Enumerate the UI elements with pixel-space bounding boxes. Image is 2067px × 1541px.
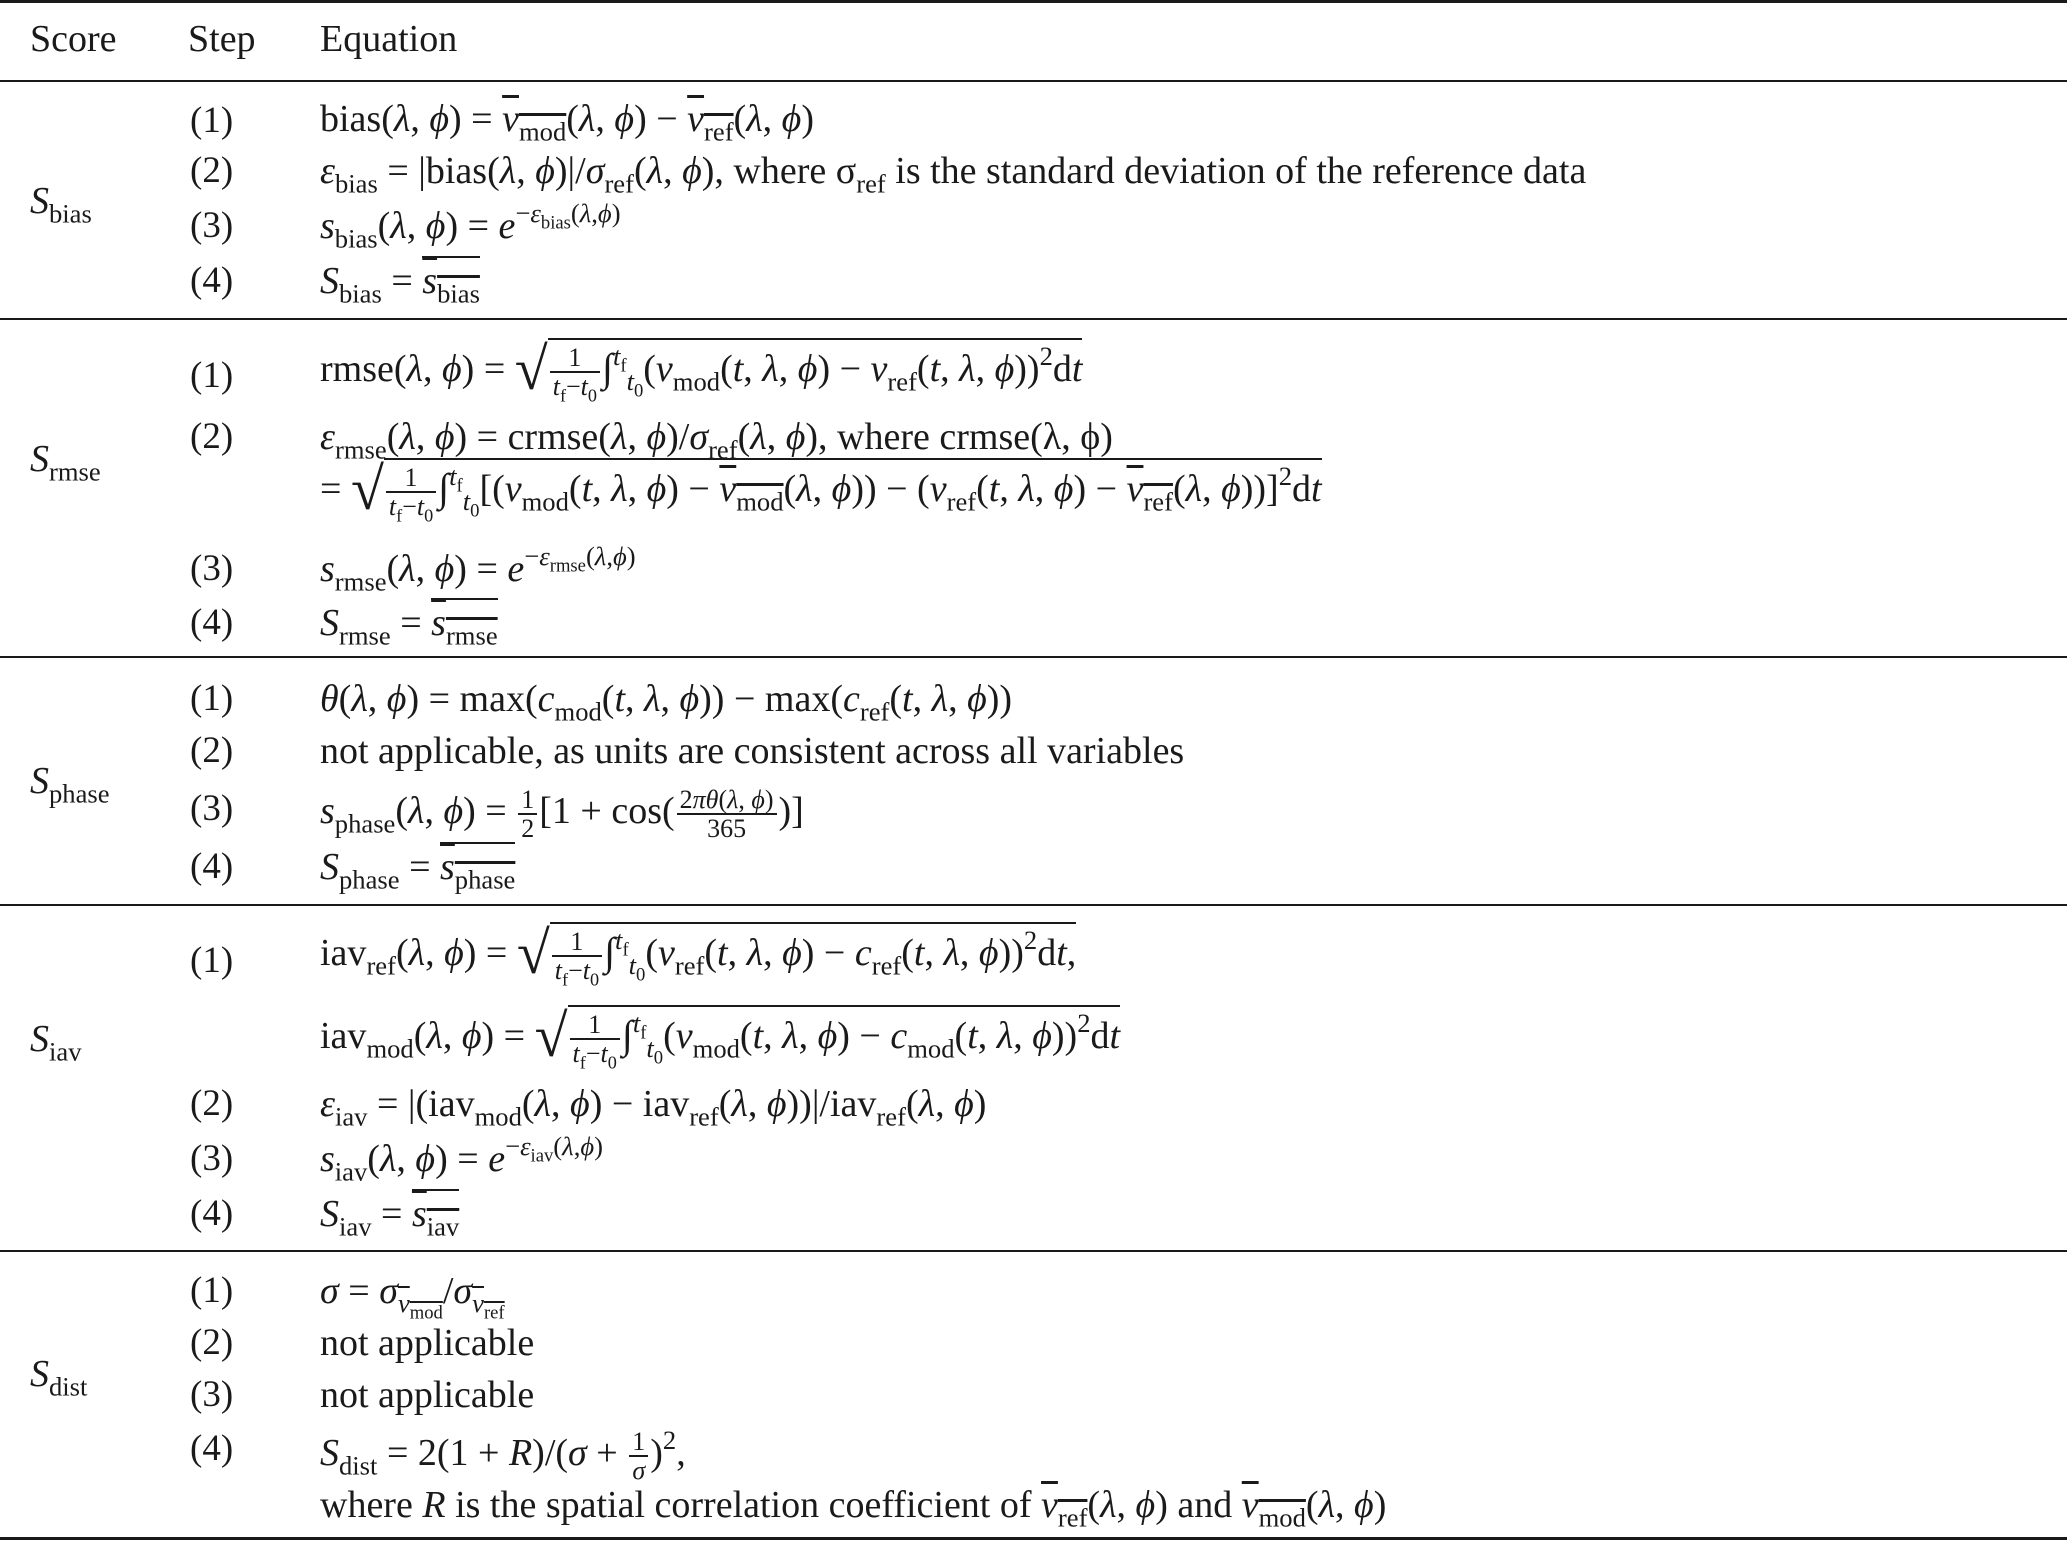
header-equation: Equation — [320, 18, 458, 60]
equation-phase-2: not applicable, as units are consistent across all variables — [320, 730, 1185, 772]
step-number: (3) — [190, 548, 234, 589]
step-number: (2) — [190, 416, 234, 457]
step-number: (3) — [190, 205, 234, 246]
bottom-rule — [0, 1537, 2067, 1540]
top-rule — [0, 0, 2067, 3]
equation-iav-1a: iav$_{ref}$(λ, ϕ) = √ $\frac{1}{t_f-t_0}$ $\int^{t_f}_{t_0}(v_{ref}(t$, λ, $\phi) - c_{ref}(t$, λ, ϕ))$^2$dt, — [320, 920, 1077, 990]
step-number: (1) — [190, 1270, 234, 1311]
equation-dist-2: not applicable — [320, 1322, 535, 1364]
equation-dist-4: $S_{dist} = 2(1 + R)/(\sigma$ + $\frac{1}{\sigma}$ )$^2$, — [320, 1425, 686, 1486]
equation-iav-1b: iav$_{mod}$(λ, ϕ) = √ $\frac{1}{t_f-t_0}$ $\int^{t_f}_{t_0}(v_{mod}(t$, λ, $\phi) - c_{mod}(t$, λ, ϕ))$^2$dt — [320, 1003, 1121, 1073]
score-label-phase: $S_{phase}$ — [30, 760, 110, 809]
equation-rmse-2: $\varepsilon_{rmse}(\lambda$, ϕ) = crmse(λ, $\phi)/\sigma_{ref}(\lambda$, ϕ), where crmse(λ, ϕ) — [320, 416, 1113, 465]
step-number: (1) — [190, 355, 234, 396]
step-number: (1) — [190, 940, 234, 981]
equation-bias-2: $\varepsilon_{bias}$ = |bias(λ, $\phi)|/\sigma_{ref}(\lambda$, ϕ), where $\sigma_{ref}$ is the standard deviation of the reference data — [320, 150, 1587, 199]
equation-rmse-2-cont: = √ $\frac{1}{t_f-t_0}$ $\int^{t_f}_{t_0}[(v_{mod}(t$, λ, $\phi) - v_{mod}(\lambda$, $\phi)) - (v_{ref}(t$, λ, $\phi) - v_{ref}(\lambda$, ϕ))]$^2$dt — [320, 456, 1322, 526]
equation-bias-4: $S_{bias} = s_{bias}$ — [320, 262, 480, 300]
equation-phase-1: θ(λ, $\phi) = \max(c_{mod}(t$, λ, $\phi)) - \max(c_{ref}(t$, λ, ϕ)) — [320, 678, 1013, 727]
step-number: (2) — [190, 1083, 234, 1124]
step-number: (2) — [190, 1322, 234, 1363]
score-label-bias: $S_{bias}$ — [30, 180, 92, 229]
step-number: (3) — [190, 788, 234, 829]
step-number: (4) — [190, 846, 234, 887]
row-divider — [0, 904, 2067, 906]
header-score: Score — [30, 18, 117, 60]
equation-rmse-4: $S_{rmse} = s_{rmse}$ — [320, 604, 498, 642]
step-number: (4) — [190, 602, 234, 643]
equation-phase-4: $S_{phase} = s_{phase}$ — [320, 848, 515, 886]
step-number: (3) — [190, 1374, 234, 1415]
score-label-rmse: $S_{rmse}$ — [30, 438, 101, 487]
step-number: (3) — [190, 1138, 234, 1179]
equation-iav-3: $s_{iav}(\lambda$, $\phi) = e^{-\varepsilon_{iav}(\lambda,\phi)}$ — [320, 1131, 603, 1187]
equation-rmse-1: rmse(λ, ϕ) = √ $\frac{1}{t_f-t_0}$ $\int^{t_f}_{t_0}(v_{mod}(t$, λ, $\phi) - v_{ref}(t$, λ, ϕ))$^2$dt — [320, 336, 1083, 406]
step-number: (2) — [190, 730, 234, 771]
step-number: (4) — [190, 260, 234, 301]
equation-iav-4: $S_{iav} = s_{iav}$ — [320, 1195, 459, 1233]
equation-iav-2: $\varepsilon_{iav} = |(iav_{mod}(\lambda$, ϕ) − iav$_{ref}$(λ, ϕ))|/iav$_{ref}$(λ, ϕ) — [320, 1083, 987, 1132]
header-rule — [0, 80, 2067, 82]
step-number: (1) — [190, 678, 234, 719]
step-number: (1) — [190, 100, 234, 141]
step-number: (4) — [190, 1193, 234, 1234]
equation-phase-3: $s_{phase}(\lambda$, ϕ) = $\frac{1}{2}$ [1 + cos( $\frac{2\pi\theta(\lambda, \phi)}{365}$ )] — [320, 785, 804, 844]
row-divider — [0, 656, 2067, 658]
step-number: (4) — [190, 1428, 234, 1469]
equation-dist-3: not applicable — [320, 1374, 535, 1416]
equation-dist-1: $\sigma = \sigma_{v_{mod}}/\sigma_{v_{ref}}$ — [320, 1270, 505, 1324]
equation-rmse-3: $s_{rmse}(\lambda$, $\phi) = e^{-\varepsilon_{rmse}(\lambda,\phi)}$ — [320, 541, 636, 597]
score-label-iav: $S_{iav}$ — [30, 1018, 82, 1067]
step-number: (2) — [190, 150, 234, 191]
equation-dist-4-cont: where R is the spatial correlation coefficient of $v_{ref}(\lambda$, ϕ) and $v_{mod}(\lambda$, ϕ) — [320, 1484, 1387, 1533]
equation-bias-1: bias(λ, $\phi) = v_{mod}(\lambda$, $\phi) - v_{ref}(\lambda$, ϕ) — [320, 98, 814, 147]
row-divider — [0, 1250, 2067, 1252]
score-label-dist: $S_{dist}$ — [30, 1353, 88, 1402]
header-step: Step — [188, 18, 256, 60]
equation-bias-3: $s_{bias}(\lambda$, $\phi) = e^{-\varepsilon_{bias}(\lambda,\phi)}$ — [320, 198, 621, 254]
row-divider — [0, 318, 2067, 320]
